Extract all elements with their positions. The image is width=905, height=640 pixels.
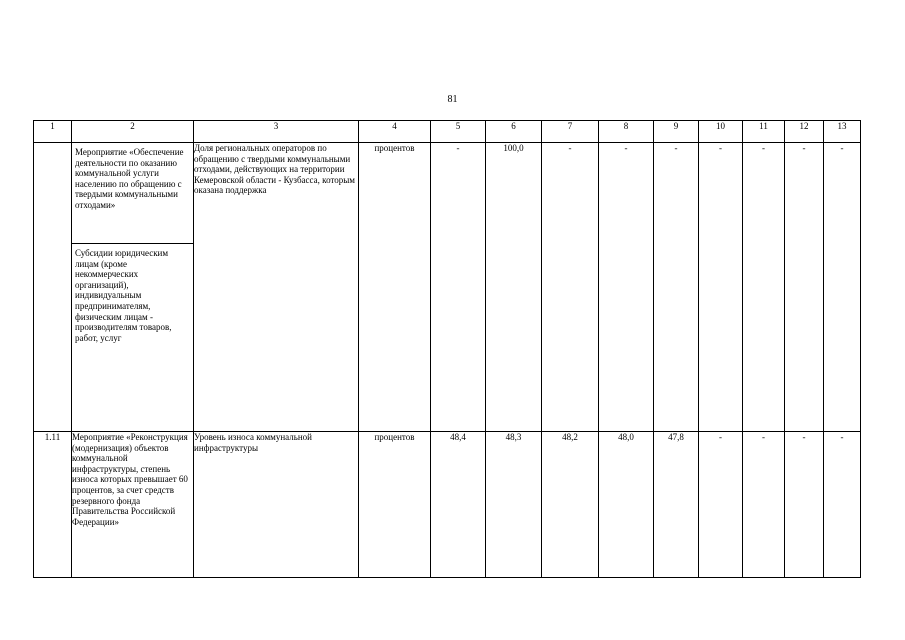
unit-cell: процентов [359, 143, 431, 432]
activity-cell [72, 143, 194, 432]
activity-text: Мероприятие «Реконструкция (модернизация) объектов коммунальной инфраструктуры, степень износа которых превышает 60 процентов, за счет средств резервного фонда Правительства Российской Федерации» [72, 432, 194, 578]
value-cell: 47,8 [654, 432, 699, 578]
value-cell: - [785, 143, 824, 432]
value-cell: - [824, 143, 861, 432]
header-cell: 2 [72, 121, 194, 143]
header-cell: 7 [542, 121, 599, 143]
value-cell: 48,0 [599, 432, 654, 578]
header-cell: 6 [486, 121, 542, 143]
value-cell: - [785, 432, 824, 578]
table-row [34, 432, 861, 578]
table-row [34, 143, 861, 432]
header-cell: 11 [743, 121, 785, 143]
indicator-name: Уровень износа коммунальной инфраструктуры [194, 432, 359, 578]
value-cell: 48,4 [431, 432, 486, 578]
header-cell: 10 [699, 121, 743, 143]
unit-cell: процентов [359, 432, 431, 578]
value-cell: - [824, 432, 861, 578]
header-cell: 1 [34, 121, 72, 143]
indicators-table [33, 120, 861, 578]
value-cell: - [542, 143, 599, 432]
value-cell: 100,0 [486, 143, 542, 432]
value-cell: - [699, 143, 743, 432]
value-cell: - [699, 432, 743, 578]
value-cell: - [654, 143, 699, 432]
value-cell: - [743, 143, 785, 432]
header-cell: 12 [785, 121, 824, 143]
header-cell: 3 [194, 121, 359, 143]
activity-subsidy-text: Субсидии юридическим лицам (кроме некоммерческих организаций), индивидуальным предпринимателям, физическим лицам - производителям товаров, работ, услуг [75, 248, 172, 343]
indicator-name: Доля региональных операторов по обращению с твердыми коммунальными отходами, действующих на территории Кемеровской области - Кузбасса, которым оказана поддержка [194, 143, 359, 432]
value-cell: 48,2 [542, 432, 599, 578]
header-cell: 9 [654, 121, 699, 143]
value-cell: - [743, 432, 785, 578]
row-number: 1.11 [34, 432, 72, 578]
row-number [34, 143, 72, 432]
activity-text: Мероприятие «Обеспечение деятельности по оказанию коммунальной услуги населению по обращению с твердыми коммунальными отходами» [72, 143, 193, 244]
header-cell: 8 [599, 121, 654, 143]
value-cell: 48,3 [486, 432, 542, 578]
page-number: 81 [447, 94, 458, 105]
value-cell: - [431, 143, 486, 432]
table-header-row [34, 121, 861, 143]
header-cell: 5 [431, 121, 486, 143]
header-cell: 4 [359, 121, 431, 143]
value-cell: - [599, 143, 654, 432]
header-cell: 13 [824, 121, 861, 143]
